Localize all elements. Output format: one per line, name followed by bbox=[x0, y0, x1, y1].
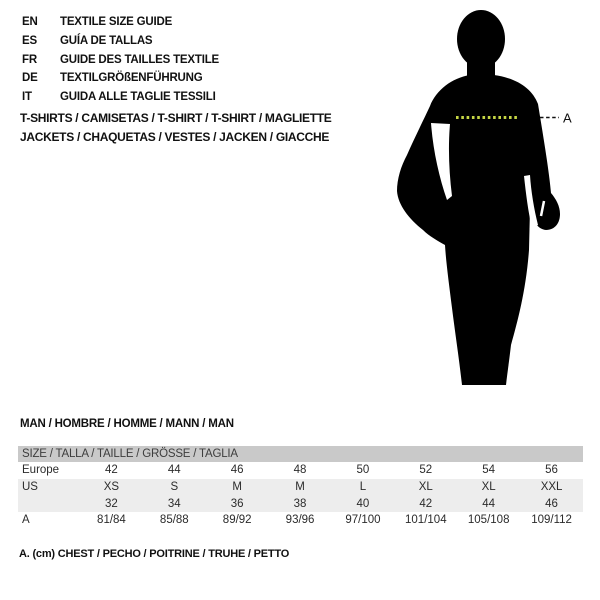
table-cell: 105/108 bbox=[467, 514, 510, 527]
language-code: IT bbox=[22, 91, 32, 104]
silhouette-neck bbox=[467, 52, 495, 78]
table-cell: S bbox=[170, 480, 179, 493]
table-cell: 52 bbox=[419, 464, 433, 476]
table-cell: 38 bbox=[293, 497, 307, 510]
table-cell: 93/96 bbox=[285, 514, 315, 527]
language-label: TEXTILGRÖßENFÜHRUNG bbox=[60, 72, 203, 85]
table-row-us bbox=[18, 479, 583, 496]
table-cell: XXL bbox=[540, 480, 563, 493]
table-cell: 48 bbox=[293, 464, 307, 476]
table-cell: 109/112 bbox=[531, 514, 572, 527]
table-cell: 101/104 bbox=[405, 514, 447, 527]
language-code: EN bbox=[22, 16, 38, 28]
category-line-tshirts: T-SHIRTS / CAMISETAS / T-SHIRT / T-SHIRT / MAGLIETTE bbox=[20, 111, 332, 125]
language-label: GUIDE DES TAILLES TEXTILE bbox=[60, 53, 219, 66]
row-label: US bbox=[22, 480, 38, 493]
language-label: GUIDA ALLE TAGLIE TESSILI bbox=[60, 91, 216, 104]
table-cell: 89/92 bbox=[222, 514, 252, 527]
table-cell: 50 bbox=[356, 464, 370, 476]
language-code: ES bbox=[22, 34, 37, 47]
table-cell: 56 bbox=[545, 464, 558, 476]
category-line-jackets: JACKETS / CHAQUETAS / VESTES / JACKEN / GIACCHE bbox=[20, 130, 330, 144]
table-cell: 46 bbox=[545, 497, 558, 510]
table-cell: 97/100 bbox=[345, 514, 381, 527]
language-code: DE bbox=[22, 72, 38, 85]
table-cell: 81/84 bbox=[97, 514, 126, 527]
table-header: SIZE / TALLA / TAILLE / GRÖSSE / TAGLIA bbox=[18, 446, 583, 462]
table-row-chest-a bbox=[18, 512, 583, 529]
table-row-europe bbox=[18, 462, 583, 479]
table-cell: 36 bbox=[230, 497, 244, 510]
table-cell: XL bbox=[418, 480, 433, 493]
table-row-us-numeric bbox=[18, 496, 583, 513]
row-label: A bbox=[22, 514, 30, 527]
table-cell: 42 bbox=[419, 497, 433, 510]
row-label: Europe bbox=[22, 464, 60, 476]
table-cell: 44 bbox=[167, 464, 181, 476]
size-table bbox=[18, 446, 583, 529]
silhouette-body bbox=[397, 75, 560, 385]
row-label bbox=[18, 496, 80, 513]
table-cell: 40 bbox=[356, 497, 370, 510]
table-cell: M bbox=[232, 480, 242, 493]
table-cell: 85/88 bbox=[159, 514, 189, 527]
measure-label-a: A bbox=[563, 110, 572, 126]
footnote-chest: A. (cm) CHEST / PECHO / POITRINE / TRUHE / PETTO bbox=[19, 548, 290, 560]
table-cell: 46 bbox=[230, 464, 244, 476]
table-cell: XL bbox=[481, 480, 496, 493]
table-cell: 42 bbox=[105, 464, 118, 476]
table-cell: M bbox=[295, 480, 305, 493]
table-cell: 32 bbox=[105, 497, 118, 510]
table-cell: 54 bbox=[482, 464, 496, 476]
table-cell: 44 bbox=[482, 497, 496, 510]
language-label: TEXTILE SIZE GUIDE bbox=[60, 16, 173, 28]
language-label: GUÍA DE TALLAS bbox=[60, 34, 153, 47]
table-cell: L bbox=[359, 480, 367, 493]
table-cell: XS bbox=[103, 480, 120, 493]
section-title-man: MAN / HOMBRE / HOMME / MANN / MAN bbox=[20, 418, 234, 430]
language-code: FR bbox=[22, 53, 37, 66]
table-cell: 34 bbox=[167, 497, 181, 510]
